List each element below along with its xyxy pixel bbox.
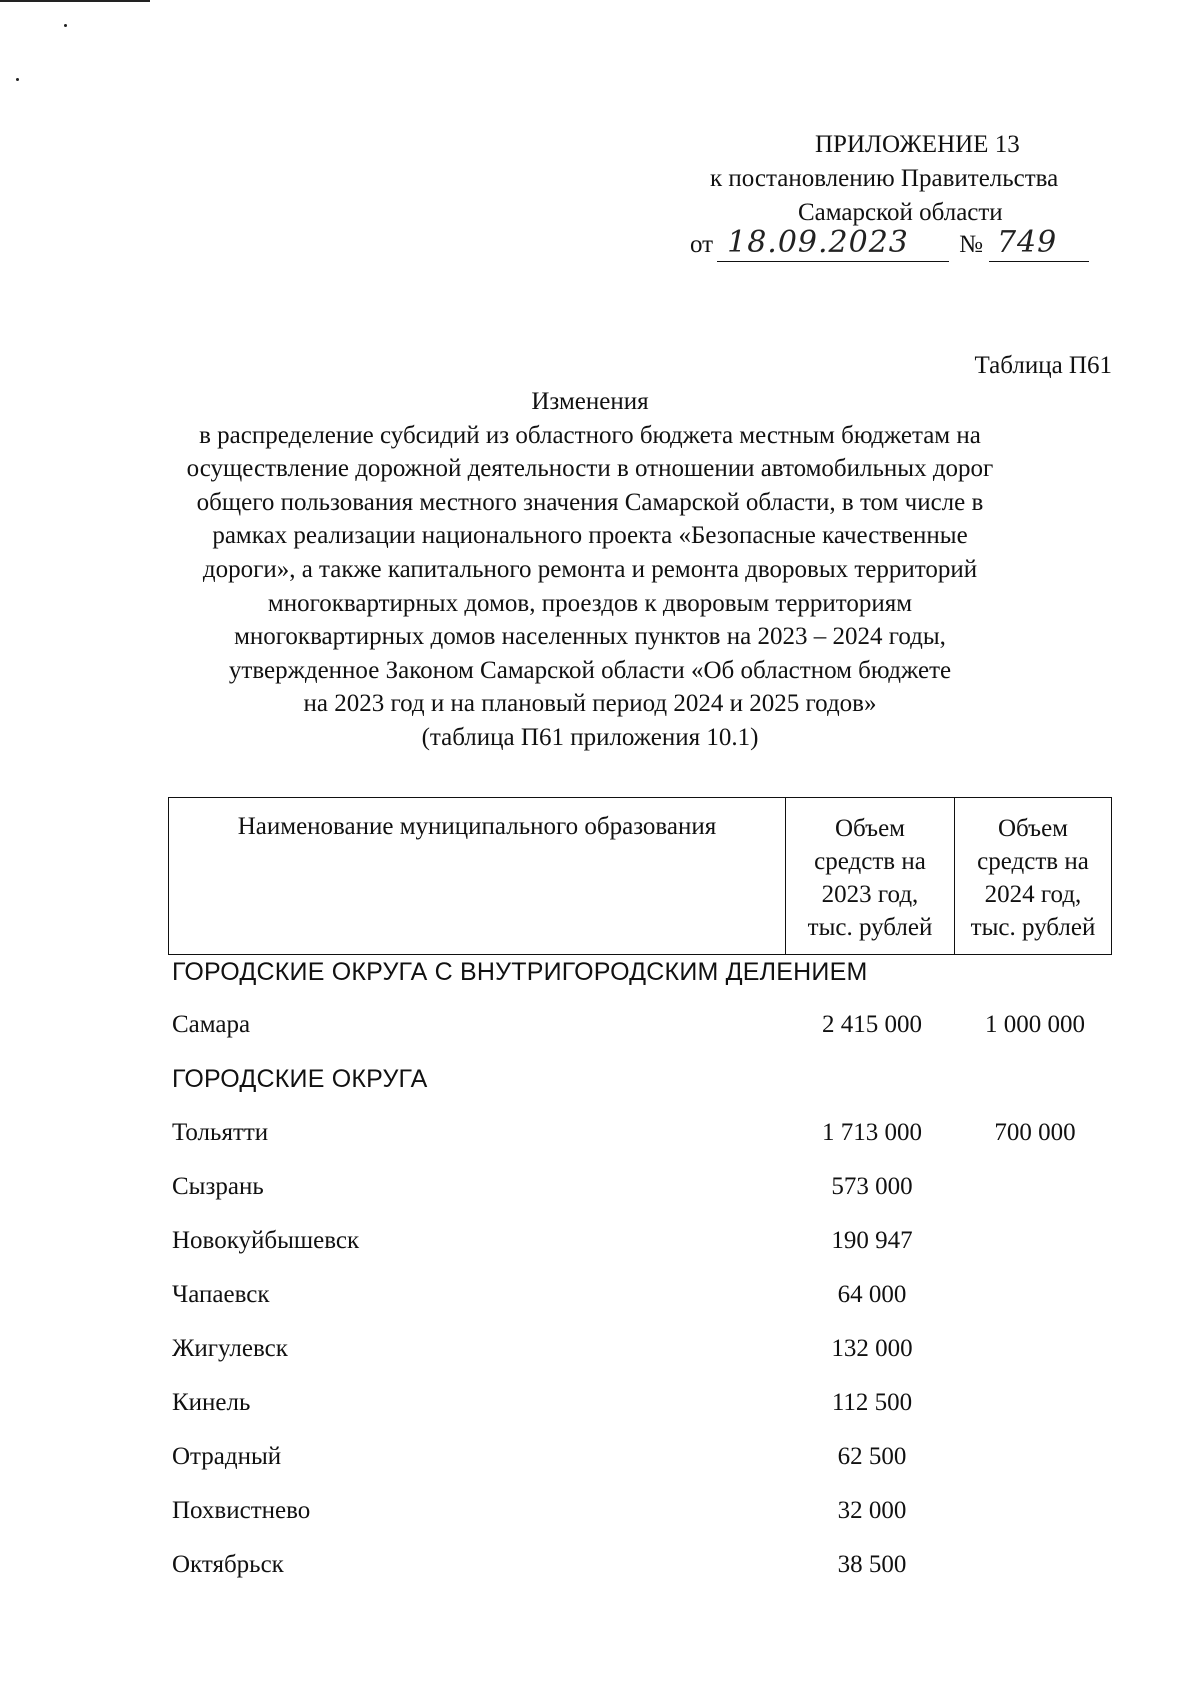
table-header-row bbox=[169, 798, 1112, 955]
row-value-2023: 1 713 000 bbox=[822, 1119, 922, 1146]
table-row bbox=[172, 1227, 1112, 1267]
row-name: ГОРОДСКИЕ ОКРУГА С ВНУТРИГОРОДСКИМ ДЕЛЕНИЕМ bbox=[172, 958, 868, 986]
table-row bbox=[172, 1551, 1112, 1591]
appendix-decree-line: к постановлению Правительства bbox=[710, 165, 1059, 192]
row-name: Похвистнево bbox=[172, 1497, 311, 1524]
table-row bbox=[172, 1281, 1112, 1321]
header-2024-line: 2024 год, bbox=[984, 881, 1082, 908]
row-name: Сызрань bbox=[172, 1173, 264, 1200]
row-value-2024: 700 000 bbox=[994, 1119, 1076, 1146]
row-name: Кинель bbox=[172, 1389, 251, 1416]
header-2023-line: Объем bbox=[835, 815, 905, 842]
row-value-2023: 62 500 bbox=[837, 1443, 907, 1470]
table-row bbox=[172, 1335, 1112, 1375]
table-label: Таблица П61 bbox=[974, 352, 1112, 379]
title-line: многоквартирных домов, проездов к дворовым территориям bbox=[267, 589, 913, 617]
header-2023-line: тыс. рублей bbox=[807, 914, 933, 941]
table-row bbox=[172, 1119, 1112, 1159]
header-2024-line: Объем bbox=[998, 815, 1068, 842]
row-name: Чапаевск bbox=[172, 1281, 270, 1308]
row-value-2023: 38 500 bbox=[837, 1551, 907, 1578]
row-name: Тольятти bbox=[172, 1119, 269, 1146]
table-row bbox=[172, 1497, 1112, 1537]
header-municipality: Наименование муниципального образования bbox=[169, 798, 786, 955]
table-row bbox=[172, 1443, 1112, 1483]
row-name: ГОРОДСКИЕ ОКРУГА bbox=[172, 1065, 428, 1093]
header-2023-line: 2023 год, bbox=[821, 881, 919, 908]
appendix-block bbox=[690, 128, 1120, 262]
scan-artifact-dot bbox=[64, 24, 67, 27]
number-field bbox=[989, 225, 1089, 262]
table-header bbox=[168, 797, 1112, 955]
handwritten-date: 18.09.2023 bbox=[727, 225, 909, 260]
appendix-region-line: Самарской области bbox=[798, 199, 1003, 226]
appendix-title: ПРИЛОЖЕНИЕ 13 bbox=[815, 131, 1020, 158]
row-value-2023: 64 000 bbox=[837, 1281, 907, 1308]
document-title bbox=[150, 385, 1030, 755]
title-line: в распределение субсидий из областного бюджета местным бюджетам на bbox=[199, 421, 981, 449]
title-line: общего пользования местного значения Самарской области, в том числе в bbox=[196, 488, 984, 516]
row-name: Жигулевск bbox=[172, 1335, 288, 1362]
row-value-2024: 1 000 000 bbox=[985, 1011, 1085, 1038]
title-line: рамках реализации национального проекта «Безопасные качественные bbox=[212, 522, 968, 550]
row-value-2023: 112 500 bbox=[831, 1389, 913, 1416]
header-2023 bbox=[786, 798, 955, 955]
header-2024 bbox=[955, 798, 1112, 955]
handwritten-number: 749 bbox=[996, 225, 1058, 260]
row-name: Самара bbox=[172, 1011, 251, 1038]
row-name: Новокуйбышевск bbox=[172, 1227, 360, 1254]
scan-artifact-line bbox=[0, 0, 150, 2]
title-line: утвержденное Законом Самарской области «Об областном бюджете bbox=[228, 656, 952, 684]
row-name: Октябрьск bbox=[172, 1551, 284, 1578]
row-value-2023: 573 000 bbox=[831, 1173, 913, 1200]
title-line: дороги», а также капитального ремонта и ремонта дворовых территорий bbox=[202, 555, 978, 583]
row-name: Отрадный bbox=[172, 1443, 282, 1470]
table-row bbox=[172, 1065, 1112, 1105]
date-field bbox=[717, 225, 949, 262]
header-2023-line: средств на bbox=[814, 848, 926, 875]
title-heading: Изменения bbox=[531, 388, 649, 415]
title-line: многоквартирных домов населенных пунктов на 2023 – 2024 годы, bbox=[234, 623, 946, 651]
date-number-row bbox=[690, 225, 1120, 262]
table-row bbox=[172, 1011, 1112, 1051]
title-line: на 2023 год и на плановый период 2024 и 2025 годов» bbox=[303, 690, 877, 718]
date-prefix: от bbox=[690, 231, 714, 258]
table-row bbox=[172, 1173, 1112, 1213]
table-row bbox=[172, 958, 1112, 998]
row-value-2023: 32 000 bbox=[837, 1497, 907, 1524]
header-2024-line: тыс. рублей bbox=[970, 914, 1096, 941]
table-row bbox=[172, 1389, 1112, 1429]
row-value-2023: 2 415 000 bbox=[822, 1011, 922, 1038]
number-prefix: № bbox=[959, 231, 983, 258]
title-line: осуществление дорожной деятельности в отношении автомобильных дорог bbox=[186, 455, 994, 483]
header-2024-line: средств на bbox=[977, 848, 1089, 875]
row-value-2023: 132 000 bbox=[831, 1335, 913, 1362]
row-value-2023: 190 947 bbox=[831, 1227, 913, 1254]
scan-artifact-dot bbox=[16, 78, 19, 81]
title-line: (таблица П61 приложения 10.1) bbox=[421, 723, 759, 751]
